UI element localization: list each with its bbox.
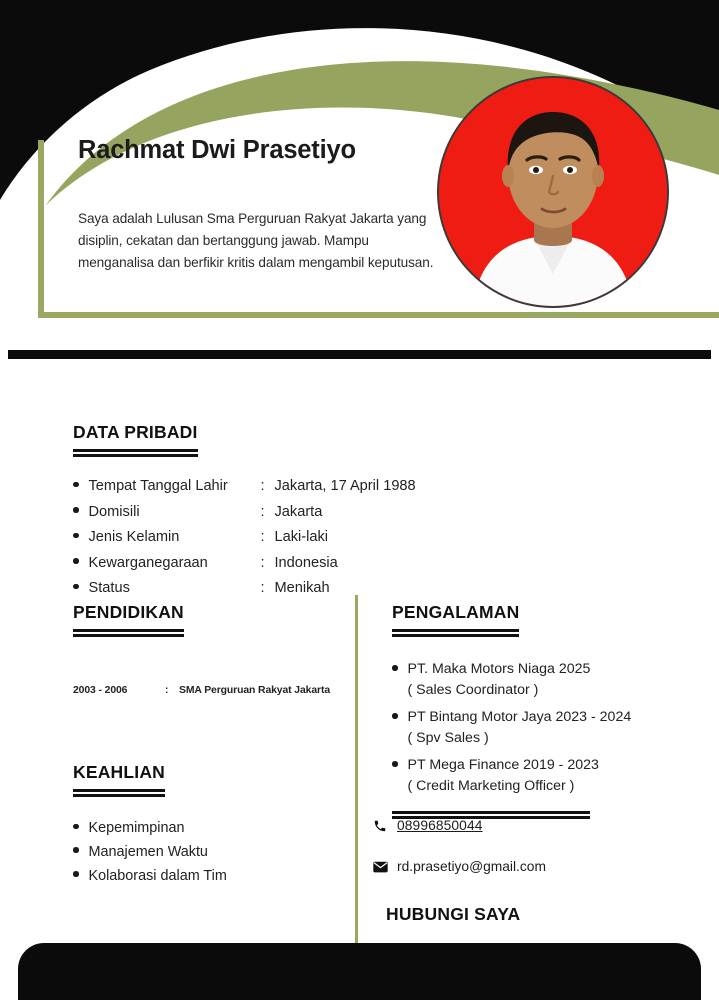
list-item (73, 845, 343, 861)
bullet-icon (392, 713, 398, 719)
keahlian-heading-block (73, 762, 165, 797)
education-year: 2003 - 2006 (73, 685, 128, 696)
field-label: Domisili (88, 503, 140, 520)
field-value: Laki-laki (274, 529, 329, 546)
skill-label: Kolaborasi dalam Tim (88, 867, 227, 884)
bullet-icon (73, 507, 79, 513)
heading-double-rule (73, 789, 165, 797)
bullet-icon (73, 584, 79, 590)
experience-role: ( Credit Marketing Officer ) (407, 777, 575, 794)
header-banner (0, 0, 719, 345)
skill-label: Kepemimpinan (88, 820, 185, 836)
contact-phone-row[interactable] (373, 818, 673, 833)
section-keahlian (73, 762, 343, 893)
phone-icon (373, 819, 390, 833)
section-title-hubungi-saya: HUBUNGI SAYA (386, 904, 521, 924)
field-label: Status (88, 580, 130, 597)
section-data-pribadi (73, 422, 493, 607)
field-colon: : (260, 503, 265, 520)
table-row (73, 556, 493, 571)
list-item (392, 755, 692, 796)
header-divider-bar (8, 350, 711, 359)
personal-data-list (73, 479, 493, 596)
table-row (73, 581, 493, 596)
contact-phone-value[interactable]: 08996850044 (397, 818, 483, 833)
bullet-icon (392, 761, 398, 767)
table-row (73, 530, 493, 545)
field-label: Tempat Tanggal Lahir (88, 478, 228, 494)
experience-role: ( Sales Coordinator ) (407, 681, 539, 698)
bullet-icon (73, 871, 79, 877)
bullet-icon (73, 558, 79, 564)
contact-block (373, 818, 673, 900)
section-pengalaman (392, 602, 692, 819)
education-school: SMA Perguruan Rakyat Jakarta (179, 685, 331, 696)
field-label: Kewarganegaraan (88, 554, 208, 571)
experience-list (392, 659, 692, 797)
list-item (392, 707, 692, 748)
profile-photo (439, 78, 667, 306)
field-value: Indonesia (274, 554, 338, 571)
header-text-block (78, 136, 438, 274)
list-item (73, 821, 343, 837)
table-row (73, 505, 493, 520)
pengalaman-heading-block (392, 602, 519, 637)
contact-email-row[interactable] (373, 859, 673, 874)
field-value: Menikah (274, 580, 330, 597)
field-label: Jenis Kelamin (88, 529, 180, 546)
bullet-icon (73, 824, 79, 830)
page-title: Rachmat Dwi Prasetiyo (78, 136, 356, 164)
field-colon: : (260, 478, 265, 494)
table-row (73, 479, 493, 494)
list-item (392, 659, 692, 700)
profile-summary: Saya adalah Lulusan Sma Perguruan Rakyat Jakarta yang disiplin, cekatan dan bertanggung jawab. Mampu menganalisa dan berfikir kritis dalam mengambil keputusan. (78, 211, 434, 271)
envelope-icon (373, 861, 390, 873)
field-colon: : (260, 529, 265, 546)
heading-double-rule (73, 449, 198, 457)
section-pendidikan (73, 602, 343, 696)
column-divider (355, 595, 358, 951)
heading-double-rule (73, 629, 184, 637)
field-colon: : (260, 554, 265, 571)
experience-company: PT. Maka Motors Niaga 2025 (407, 661, 591, 677)
experience-entry (408, 755, 693, 796)
section-title-pengalaman: PENGALAMAN (392, 602, 520, 622)
experience-company: PT Mega Finance 2019 - 2023 (407, 757, 599, 774)
field-value: Jakarta (274, 503, 323, 520)
data-pribadi-heading-block (73, 422, 198, 457)
experience-company: PT Bintang Motor Jaya 2023 - 2024 (407, 709, 632, 726)
education-entry (73, 685, 343, 696)
list-item (73, 869, 343, 885)
bullet-icon (392, 665, 398, 671)
avatar (437, 76, 669, 308)
field-value: Jakarta, 17 April 1988 (274, 478, 416, 494)
experience-role: ( Spv Sales ) (407, 729, 489, 746)
pendidikan-heading-block (73, 602, 184, 637)
bullet-icon (73, 847, 79, 853)
footer-bar (18, 943, 701, 1000)
bullet-icon (73, 533, 79, 539)
section-title-pendidikan: PENDIDIKAN (73, 602, 184, 622)
experience-entry (408, 707, 693, 748)
education-colon: : (165, 685, 169, 696)
section-title-data-pribadi: DATA PRIBADI (73, 422, 198, 442)
contact-email-value[interactable]: rd.prasetiyo@gmail.com (397, 859, 546, 874)
skill-label: Manajemen Waktu (88, 843, 208, 860)
experience-entry (408, 659, 693, 700)
cv-body (0, 359, 719, 944)
heading-double-rule (392, 629, 519, 637)
field-colon: : (260, 580, 265, 597)
section-title-keahlian: KEAHLIAN (73, 762, 166, 782)
skills-list (73, 821, 343, 885)
bullet-icon (73, 482, 79, 488)
